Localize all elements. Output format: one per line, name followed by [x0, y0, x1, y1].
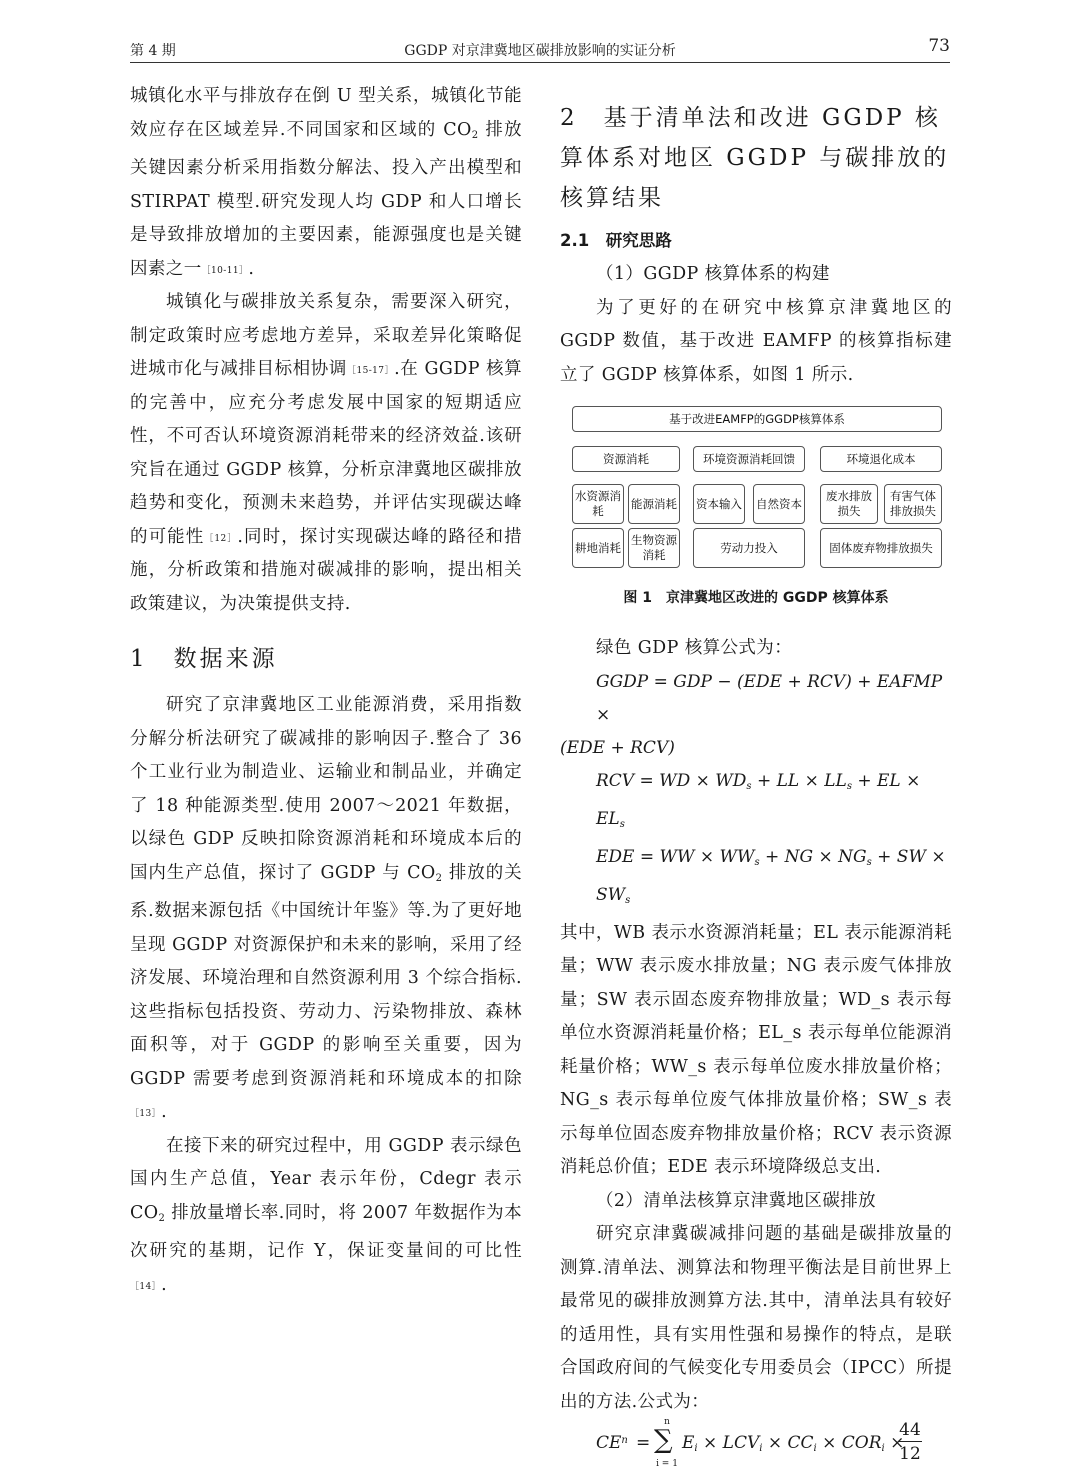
- section-heading-1: 1 数据来源: [130, 646, 278, 672]
- page-number: 73: [928, 36, 950, 56]
- diagram-node: 环境资源消耗回馈: [693, 446, 805, 472]
- equation-ce: $CE^n$ = n ∑ i = 1 $E_i \times LCV_i \times CC_i \times COR_i$ × 44 12: [596, 1417, 921, 1469]
- diagram-leaf: 生物资源消耗: [628, 528, 680, 568]
- formula-intro: 绿色 GDP 核算公式为：: [596, 638, 793, 658]
- paragraph: 在接下来的研究过程中，用 GGDP 表示绿色国内生产总值，Year 表示年份，Cdegr 表示 $CO_2$ 排放量增长率.同时，将 2007 年数据作为本次研究的基期，记作 Y，保证变量间的可比性$^{[14]}$.: [130, 1135, 522, 1295]
- left-column: [130, 80, 522, 1302]
- issue-number: 第 4 期: [130, 43, 176, 59]
- running-header: [130, 36, 950, 60]
- diagram-node: 资源消耗: [572, 446, 680, 472]
- paragraph: 研究了京津冀地区工业能源消费，采用指数分解分析法研究了碳减排的影响因子.整合了 36 个工业行业为制造业、运输业和制品业，并确定了 18 种能源类型.使用 2007～2021 年数据，以绿色 GDP 反映扣除资源消耗和环境成本后的国内生产总值，探讨了 GGDP 与 $CO_2$ 排放的关系.数据来源包括《中国统计年鉴》等.为了更好地呈现 GGDP 对资源保护和未来的影响，采用了经济发展、环境治理和自然资源利用 3 个综合指标.这些指标包括投资、劳动力、污染物排放、森林面积等，对于 GGDP 的影响至关重要，因为 GGDP 需要考虑到资源消耗和环境成本的扣除$^{[13]}$.: [130, 695, 522, 1122]
- diagram-leaf: 能源消耗: [628, 484, 680, 524]
- diagram-leaf: 有害气体排放损失: [884, 484, 942, 524]
- figure-1-diagram: [560, 406, 952, 576]
- paragraph: 为了更好的在研究中核算京津冀地区的 GGDP 数值，基于改进 EAMFP 的核算指标建立了 GGDP 核算体系，如图 1 所示.: [560, 297, 952, 385]
- diagram-leaf: 耕地消耗: [572, 528, 624, 568]
- figure-caption: 图 1 京津冀地区改进的 GGDP 核算体系: [623, 590, 889, 606]
- citation: ［14］: [130, 1281, 162, 1292]
- citation: ［15-17］: [346, 366, 395, 376]
- diagram-leaf: 水资源消耗: [572, 484, 624, 524]
- diagram-node: 环境退化成本: [820, 446, 942, 472]
- equation-ede: EDE = WW × $WW_s$ + NG × $NG_s$ + SW × $SW_s$: [596, 846, 946, 906]
- diagram-leaf: 废水排放损失: [820, 484, 878, 524]
- equation-ggdp-cont: (EDE + RCV): [560, 737, 675, 758]
- citation: ［13］: [130, 1109, 162, 1119]
- header-rule: [130, 62, 950, 63]
- diagram-root-box: 基于改进EAMFP的GGDP核算体系: [572, 406, 942, 432]
- section-heading-2: 2 基于清单法和改进 GGDP 核算体系对地区 GGDP 与碳排放的核算结果: [560, 105, 950, 211]
- equation-rcv: RCV = WD × $WD_s$ + LL × $LL_s$ + EL × $EL_s$: [596, 770, 921, 830]
- diagram-leaf: 固体废弃物排放损失: [820, 528, 942, 568]
- paragraph: 城镇化水平与排放存在倒 U 型关系，城镇化节能效应存在区域差异.不同国家和区域的 $CO_2$ 排放关键因素分析采用指数分解法、投入产出模型和 STIRPAT 模型.研究发现人均 GDP 和人口增长是导致排放增加的主要因素，能源强度也是关键因素之一$^{[10-11]}$.: [130, 86, 522, 279]
- list-item-heading: （2）清单法核算京津冀地区碳排放: [596, 1190, 877, 1211]
- right-column: [560, 80, 952, 1479]
- citation: ［12］: [204, 533, 238, 544]
- diagram-leaf: 劳动力投入: [693, 528, 805, 568]
- diagram-leaf: 自然资本: [753, 484, 805, 524]
- citation: ［10-11］: [201, 265, 249, 276]
- list-item-heading: （1）GGDP 核算体系的构建: [596, 264, 830, 284]
- paragraph: 城镇化与碳排放关系复杂，需要深入研究，制定政策时应考虑地方差异，采取差异化策略促进城市化与减排目标相协调$^{[15-17]}$.在 GGDP 核算的完善中，应充分考虑发展中国家的短期适应性，不可否认环境资源消耗带来的经济效益.该研究旨在通过 GGDP 核算，分析京津冀地区碳排放趋势和变化，预测未来趋势，并评估实现碳达峰的可能性$^{[12]}$.同时，探讨实现碳达峰的路径和措施，分析政策和措施对碳减排的影响，提出相关政策建议，为决策提供支持.: [130, 292, 522, 614]
- journal-article-title: GGDP 对京津冀地区碳排放影响的实证分析: [404, 43, 676, 59]
- equation-ggdp: GGDP = GDP − (EDE + RCV) + EAFMP ×: [596, 671, 943, 725]
- paragraph: 其中，WB 表示水资源消耗量；EL 表示能源消耗量；WW 表示废水排放量；NG 表示废气体排放量；SW 表示固态废弃物排放量；WD_s 表示每单位水资源消耗量价格；EL_s 表示每单位能源消耗量价格；WW_s 表示每单位废水排放量价格；NG_s 表示每单位废气体排放量价格；SW_s 表示每单位固态废弃物排放量价格；RCV 表示资源消耗总价值；EDE 表示环境降级总支出.: [560, 922, 952, 1177]
- subsection-heading: 2.1 研究思路: [560, 231, 672, 250]
- paragraph: 研究京津冀碳减排问题的基础是碳排放量的测算.清单法、测算法和物理平衡法是目前世界上最常见的碳排放测算方法.其中，清单法具有较好的适用性，具有实用性强和易操作的特点，是联合国政府间的气候变化专用委员会（IPCC）所提出的方法.公式为：: [560, 1224, 952, 1412]
- diagram-leaf: 资本输入: [693, 484, 745, 524]
